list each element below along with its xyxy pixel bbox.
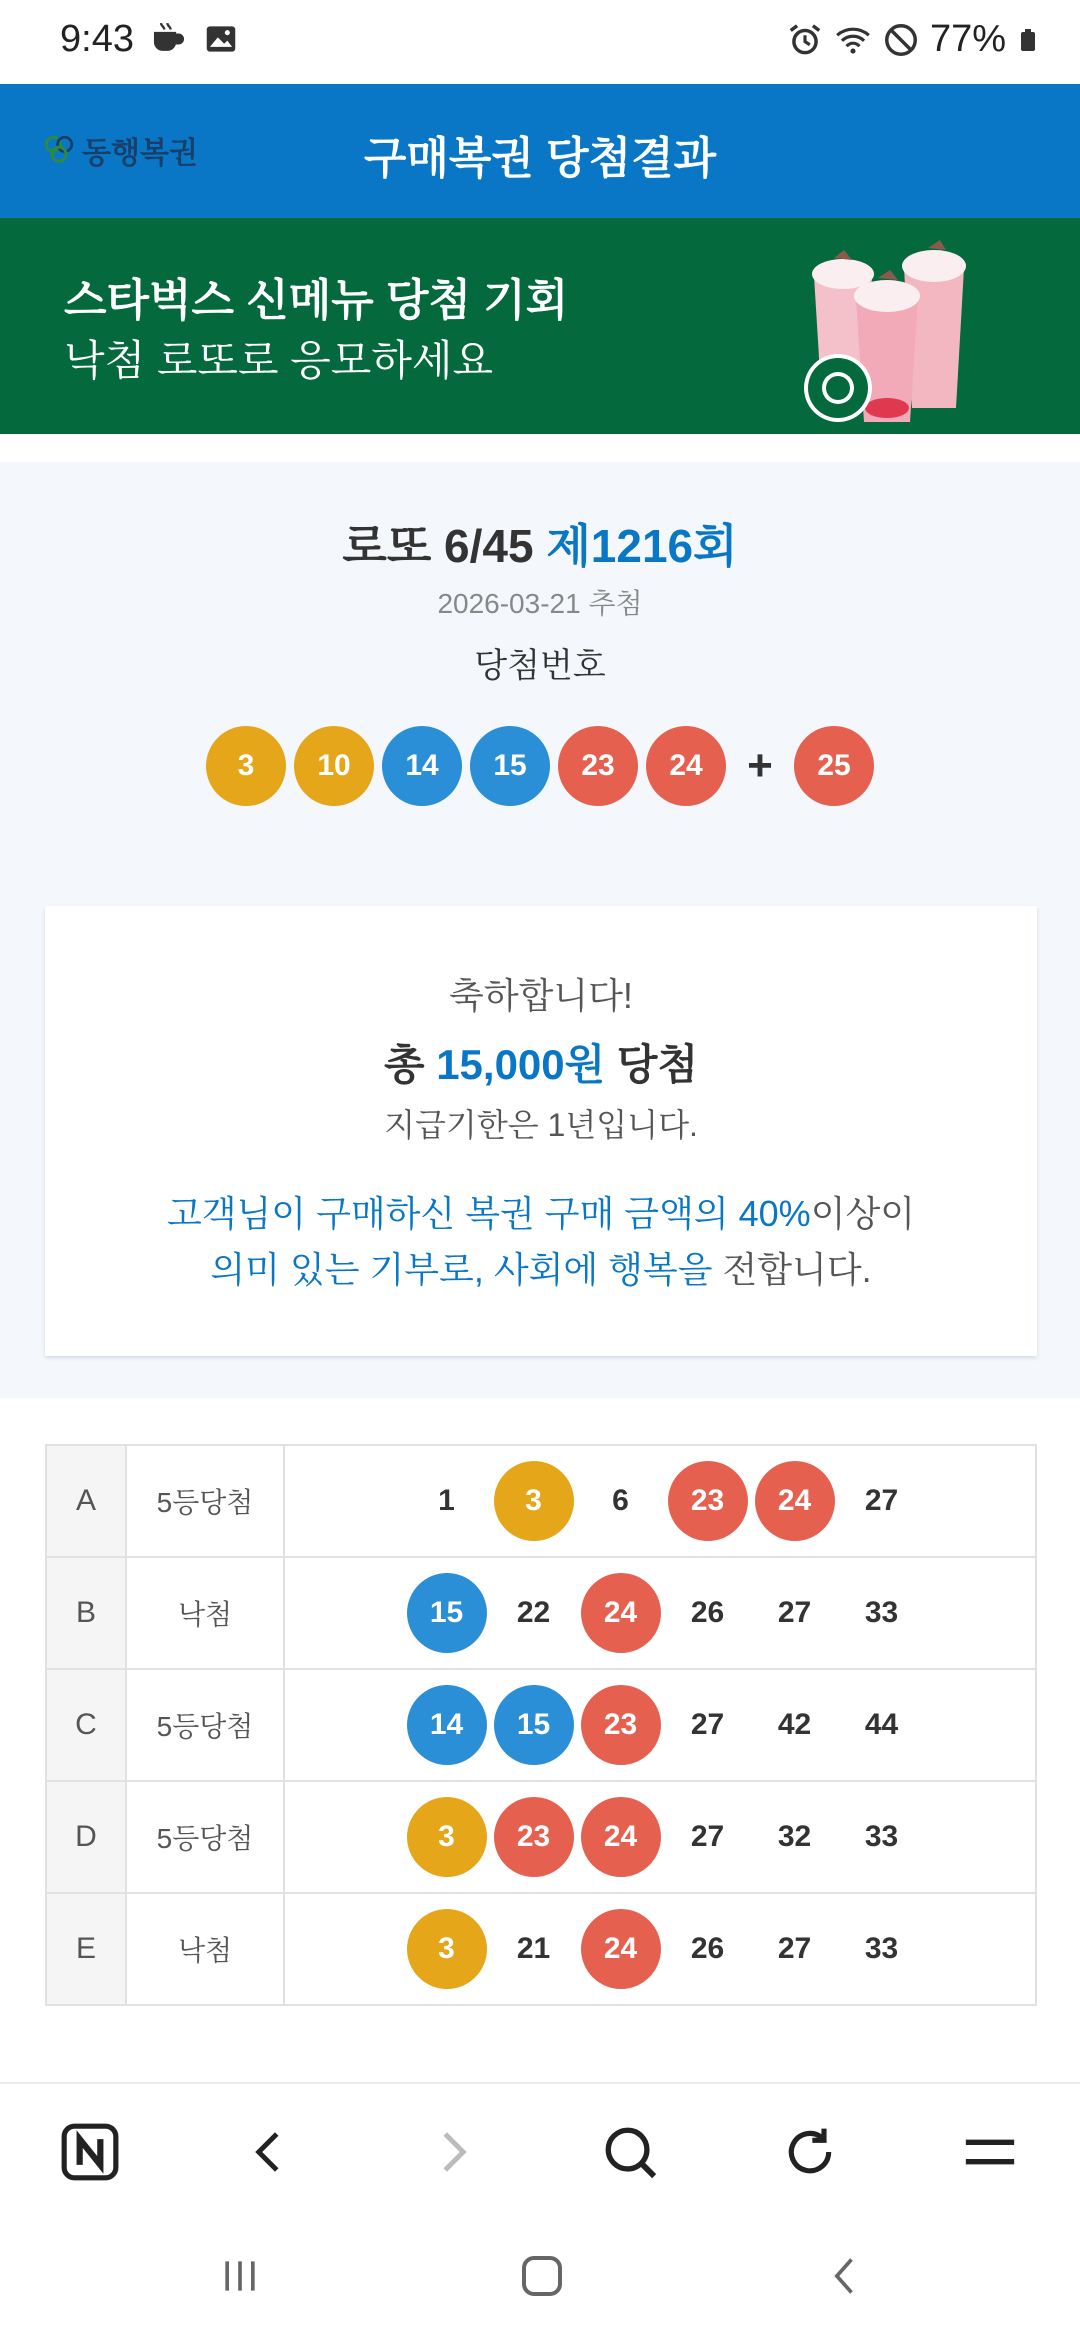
game-numbers: [284, 1781, 1036, 1893]
winning-numbers: [0, 726, 1080, 806]
matched-number-ball: 15: [407, 1573, 487, 1653]
bonus-number-ball: 25: [794, 726, 874, 806]
winning-number-ball: 3: [206, 726, 286, 806]
back-icon[interactable]: [238, 2120, 302, 2184]
recent-apps-icon[interactable]: [210, 2246, 270, 2306]
search-icon[interactable]: [598, 2120, 662, 2184]
game-numbers: [284, 1557, 1036, 1669]
game-result: 5등당첨: [126, 1445, 284, 1557]
logo-text: 동행복권: [82, 137, 198, 170]
page-title: 구매복권 당첨결과: [363, 134, 717, 183]
game-row: [46, 1893, 1036, 2005]
promo-banner[interactable]: [0, 218, 1080, 434]
total-suffix: 당첨: [605, 1041, 699, 1088]
do-not-disturb-icon: [882, 21, 920, 59]
number: 27: [864, 1484, 899, 1517]
winning-number-ball: 23: [558, 726, 638, 806]
game-result: 5등당첨: [126, 1669, 284, 1781]
system-back-icon[interactable]: [816, 2246, 876, 2306]
number: 33: [864, 1820, 899, 1853]
coffee-icon: [150, 20, 188, 58]
game-id: B: [46, 1557, 126, 1669]
number: 26: [690, 1596, 725, 1629]
payment-deadline: 지급기한은 1년입니다.: [384, 1107, 698, 1143]
number: 32: [777, 1820, 812, 1853]
naver-home-icon[interactable]: [58, 2120, 122, 2184]
app-header: [0, 84, 1080, 218]
game-numbers: [284, 1893, 1036, 2005]
number: 27: [690, 1820, 725, 1853]
image-icon: [202, 20, 240, 58]
donation-rest-2: 전합니다.: [712, 1249, 872, 1290]
total-prefix: 총: [383, 1041, 437, 1088]
reload-icon[interactable]: [778, 2120, 842, 2184]
matched-number-ball: 3: [407, 1797, 487, 1877]
battery-icon: [1016, 21, 1040, 59]
winning-number-ball: 24: [646, 726, 726, 806]
donation-highlight-2: 의미 있는 기부로, 사회에 행복을: [210, 1249, 713, 1290]
game-numbers: [284, 1445, 1036, 1557]
number: 21: [516, 1932, 551, 1965]
donation-rest-1: 이상이: [810, 1193, 916, 1234]
draw-title: [0, 510, 1080, 576]
home-icon[interactable]: [512, 2246, 572, 2306]
game-row: [46, 1781, 1036, 1893]
game-id: C: [46, 1669, 126, 1781]
number: 1: [438, 1484, 455, 1517]
banner-subline: 낙첨 로또로 응모하세요: [64, 337, 494, 384]
number: 27: [690, 1708, 725, 1741]
winning-number-ball: 15: [470, 726, 550, 806]
browser-toolbar: [0, 2082, 1080, 2212]
status-bar: [0, 0, 1080, 84]
number: 6: [612, 1484, 629, 1517]
matched-number-ball: 24: [581, 1797, 661, 1877]
draw-round: 제1216회: [546, 520, 738, 572]
game-name: 로또 6/45: [342, 520, 547, 572]
number: 42: [777, 1708, 812, 1741]
matched-number-ball: 23: [494, 1797, 574, 1877]
game-id: A: [46, 1445, 126, 1557]
total-amount: 15,000원: [436, 1041, 606, 1088]
number: 33: [864, 1596, 899, 1629]
battery-percent: 77%: [929, 18, 1006, 60]
winning-number-ball: 14: [382, 726, 462, 806]
starbucks-drinks-image: [804, 228, 984, 428]
game-result: 낙첨: [126, 1557, 284, 1669]
games-table: [45, 1444, 1037, 2006]
game-numbers: [284, 1669, 1036, 1781]
game-result: 낙첨: [126, 1893, 284, 2005]
game-row: [46, 1445, 1036, 1557]
donation-message-line1: [45, 1186, 1037, 1237]
congrats-text: 축하합니다!: [449, 975, 633, 1016]
matched-number-ball: 24: [581, 1909, 661, 1989]
number: 26: [690, 1932, 725, 1965]
matched-number-ball: 24: [581, 1573, 661, 1653]
status-time: 9:43: [60, 18, 134, 60]
number: 27: [777, 1932, 812, 1965]
donation-message-line2: [45, 1242, 1037, 1293]
donation-highlight-1: 고객님이 구매하신 복권 구매 금액의 40%: [166, 1193, 811, 1234]
game-id: D: [46, 1781, 126, 1893]
matched-number-ball: 23: [668, 1461, 748, 1541]
matched-number-ball: 15: [494, 1685, 574, 1765]
menu-icon[interactable]: [958, 2120, 1022, 2184]
game-id: E: [46, 1893, 126, 2005]
forward-icon[interactable]: [420, 2120, 484, 2184]
wifi-icon: [834, 21, 872, 59]
matched-number-ball: 23: [581, 1685, 661, 1765]
number: 44: [864, 1708, 899, 1741]
matched-number-ball: 14: [407, 1685, 487, 1765]
bonus-plus-sign: +: [747, 741, 773, 790]
number: 27: [777, 1596, 812, 1629]
number: 33: [864, 1932, 899, 1965]
banner-headline: 스타벅스 신메뉴 당첨 기회: [64, 276, 569, 325]
draw-date: 2026-03-21 추첨: [437, 588, 643, 619]
result-card: [45, 906, 1037, 1356]
winning-number-ball: 10: [294, 726, 374, 806]
matched-number-ball: 3: [407, 1909, 487, 1989]
number: 22: [516, 1596, 551, 1629]
matched-number-ball: 24: [755, 1461, 835, 1541]
winning-numbers-label: 당첨번호: [474, 647, 606, 685]
system-nav-bar: [0, 2212, 1080, 2340]
game-row: [46, 1557, 1036, 1669]
total-prize: [45, 1032, 1037, 1092]
game-result: 5등당첨: [126, 1781, 284, 1893]
alarm-icon: [786, 21, 824, 59]
game-row: [46, 1669, 1036, 1781]
matched-number-ball: 3: [494, 1461, 574, 1541]
draw-section: [0, 462, 1080, 1398]
